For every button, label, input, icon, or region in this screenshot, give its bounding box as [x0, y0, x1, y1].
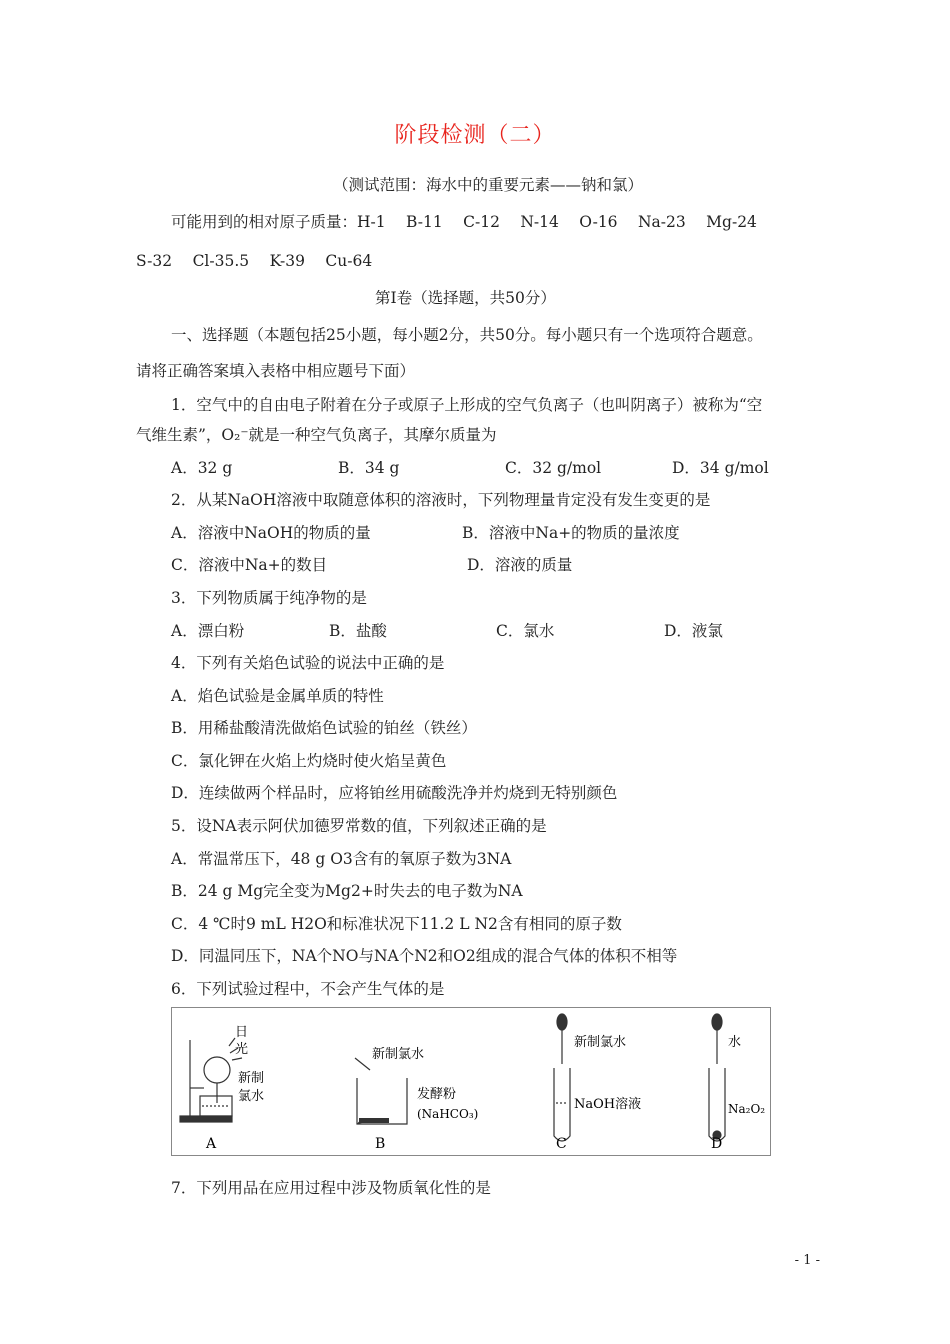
q1-stem-2: 气维生素”，O₂⁻就是一种空气负离子，其摩尔质量为 [136, 426, 497, 444]
q2-option-a: A．溶液中NaOH的物质的量 [171, 524, 371, 542]
q5-option-b: B．24 g Mg完全变为Mg2+时失去的电子数为NA [171, 882, 523, 900]
b-label-chlorine: 新制氯水 [372, 1047, 425, 1062]
apparatus-a [180, 1038, 242, 1122]
atomic-masses-line-2: S-32 Cl-35.5 K-39 Cu-64 [136, 252, 373, 270]
q1-option-d: D．34 g/mol [672, 459, 769, 477]
q5-option-c: C．4 ℃时9 mL H2O和标准状况下11.2 L N2含有相同的原子数 [171, 915, 622, 933]
q3-option-a: A．漂白粉 [171, 622, 245, 640]
q4-stem: 4．下列有关焰色试验的说法中正确的是 [171, 654, 445, 672]
q4-option-d: D．连续做两个样品时，应将铂丝用硫酸洗净并灼烧到无特别颜色 [171, 784, 618, 802]
q2-option-b: B．溶液中Na+的物质的量浓度 [462, 524, 680, 542]
part-heading: 第Ⅰ卷（选择题，共50分） [375, 289, 556, 307]
q1-stem-1: 1．空气中的自由电子附着在分子或原子上形成的空气负离子（也叫阴离子）被称为“空 [171, 396, 763, 414]
q7-stem: 7．下列用品在应用过程中涉及物质氧化性的是 [171, 1179, 491, 1197]
b-label-formula: (NaHCO₃) [417, 1107, 479, 1121]
q3-option-b: B．盐酸 [329, 622, 387, 640]
q4-option-b: B．用稀盐酸清洗做焰色试验的铂丝（铁丝） [171, 719, 477, 737]
test-scope: （测试范围：海水中的重要元素——钠和氯） [333, 176, 644, 194]
apparatus-c [554, 1014, 570, 1141]
page-title: 阶段检测（二） [394, 123, 556, 148]
q4-option-c: C．氯化钾在火焰上灼烧时使火焰呈黄色 [171, 752, 447, 770]
b-caption: B [375, 1136, 386, 1152]
d-label-water: 水 [728, 1035, 742, 1050]
q1-option-b: B．34 g [338, 459, 400, 477]
q2-option-d: D．溶液的质量 [467, 556, 573, 574]
apparatus-d [709, 1014, 725, 1141]
q5-option-a: A．常温常压下，48 g O3含有的氧原子数为3NA [171, 850, 512, 868]
apparatus-drawing [172, 1008, 770, 1155]
q3-option-d: D．液氯 [664, 622, 723, 640]
apparatus-b [355, 1058, 407, 1124]
b-label-powder: 发酵粉 [417, 1087, 457, 1102]
q6-apparatus-figure [171, 1007, 771, 1156]
d-label-na2o2: Na₂O₂ [728, 1102, 766, 1116]
q1-option-a: A．32 g [171, 459, 233, 477]
q5-stem: 5．设NA表示阿伏加德罗常数的值，下列叙述正确的是 [171, 817, 547, 835]
section-instruction-1: 一、选择题（本题包括25小题，每小题2分，共50分。每小题只有一个选项符合题意。 [171, 326, 763, 344]
c-caption: C [556, 1136, 567, 1152]
q3-stem: 3．下列物质属于纯净物的是 [171, 589, 367, 607]
a-label-chlorine-2: 氯水 [238, 1089, 265, 1104]
page-number: - 1 - [794, 1253, 820, 1268]
atomic-masses-line-1: 可能用到的相对原子质量：H-1 B-11 C-12 N-14 O-16 Na-23 Mg-24 [171, 213, 757, 231]
a-label-sun-1: 日 [235, 1025, 249, 1040]
a-label-chlorine-1: 新制 [238, 1071, 265, 1086]
section-instruction-2: 请将正确答案填入表格中相应题号下面） [136, 362, 416, 380]
q6-stem: 6．下列试验过程中，不会产生气体的是 [171, 980, 445, 998]
q4-option-a: A．焰色试验是金属单质的特性 [171, 687, 384, 705]
a-caption: A [206, 1136, 217, 1152]
q2-option-c: C．溶液中Na+的数目 [171, 556, 328, 574]
d-caption: D [711, 1136, 723, 1152]
a-label-sun-2: 光 [235, 1042, 249, 1057]
c-label-chlorine: 新制氯水 [574, 1035, 627, 1050]
q1-option-c: C．32 g/mol [505, 459, 602, 477]
q2-stem: 2．从某NaOH溶液中取随意体积的溶液时，下列物理量肯定没有发生变更的是 [171, 491, 711, 509]
c-label-naoh: NaOH溶液 [574, 1097, 642, 1112]
q3-option-c: C．氯水 [496, 622, 555, 640]
q5-option-d: D．同温同压下，NA个NO与NA个N2和O2组成的混合气体的体积不相等 [171, 947, 678, 965]
